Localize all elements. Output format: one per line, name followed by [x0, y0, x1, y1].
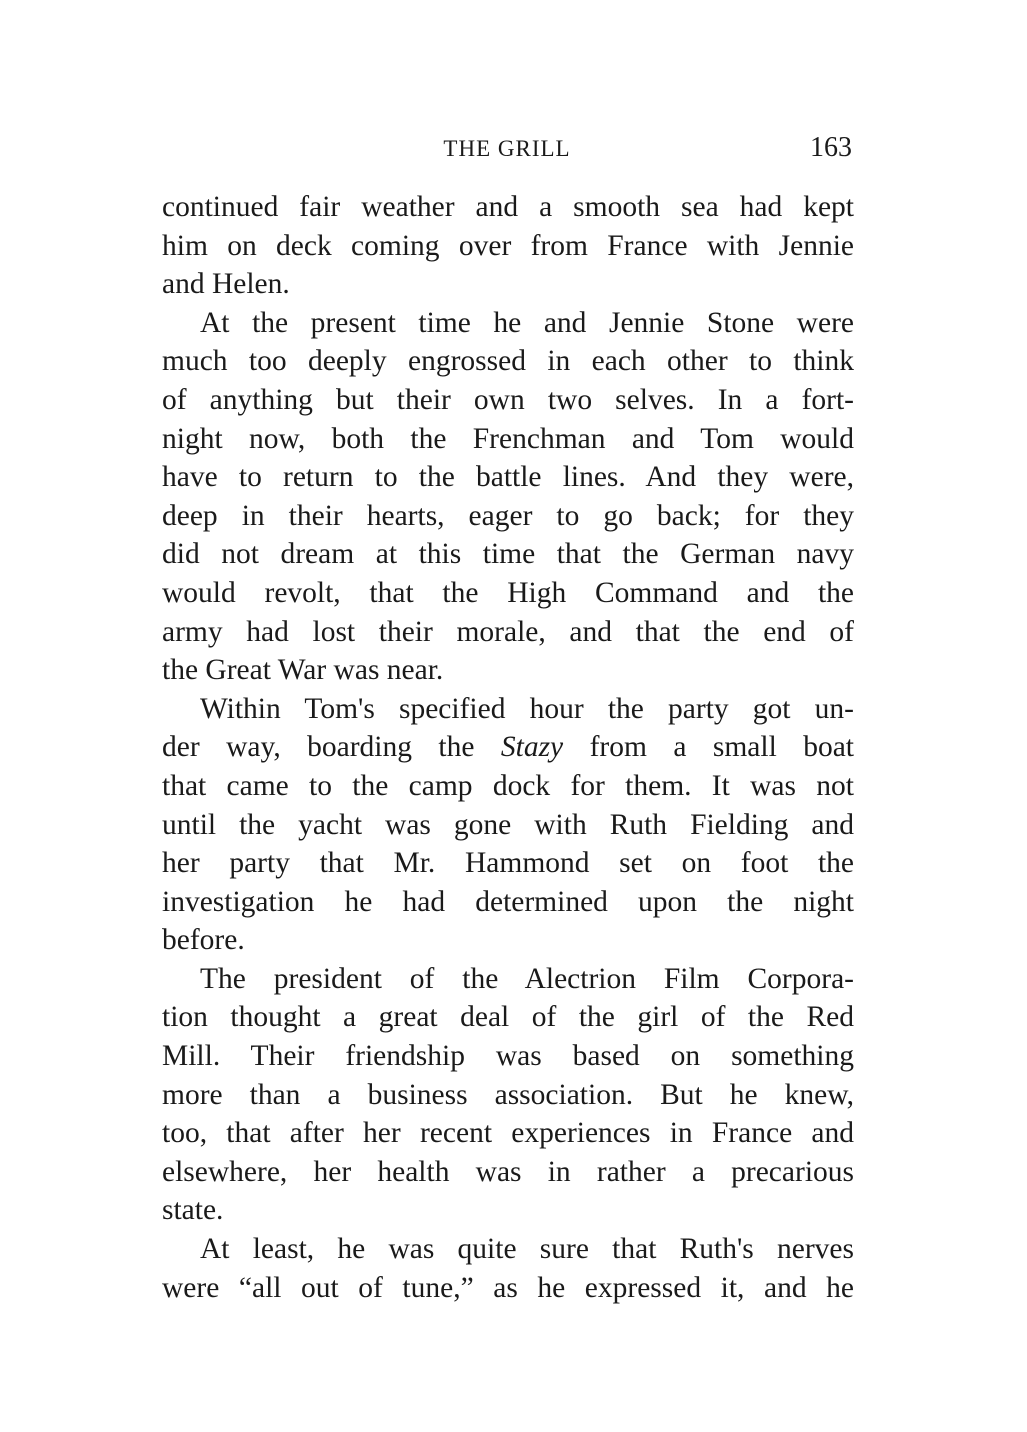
text-line: him on deck coming over from France with Jennie — [162, 229, 854, 262]
text-line — [162, 728, 854, 767]
text-line: did not dream at this time that the German navy — [162, 538, 854, 571]
text-line: state. — [162, 1194, 224, 1227]
text-line: before. — [162, 924, 245, 957]
text-line: Within Tom's specified hour the party got un- — [200, 692, 854, 725]
text-line: army had lost their morale, and that the end of — [162, 615, 854, 648]
paragraph — [162, 188, 854, 304]
text-line: At the present time he and Jennie Stone were — [200, 306, 854, 339]
text-line: The president of the Alectrion Film Corpora- — [200, 962, 854, 995]
text-line: night now, both the Frenchman and Tom would — [162, 422, 854, 455]
paragraph — [162, 1230, 854, 1307]
text-line: her party that Mr. Hammond set on foot the — [162, 847, 854, 880]
page-number: 163 — [810, 132, 852, 163]
text-line: deep in their hearts, eager to go back; for they — [162, 499, 854, 532]
text-segment: from a small boat — [563, 731, 854, 764]
text-line: and Helen. — [162, 268, 290, 301]
text-line: until the yacht was gone with Ruth Fielding and — [162, 808, 854, 841]
yacht-name: Stazy — [500, 731, 564, 764]
paragraph — [162, 304, 854, 690]
text-line: the Great War was near. — [162, 654, 444, 687]
text-segment: der way, boarding the — [162, 731, 501, 764]
text-line: tion thought a great deal of the girl of the Red — [162, 1001, 854, 1034]
text-line: continued fair weather and a smooth sea had kept — [162, 191, 854, 223]
running-head — [162, 132, 852, 168]
text-line: more than a business association. But he knew, — [162, 1078, 854, 1111]
text-line: that came to the camp dock for them. It was not — [162, 769, 854, 802]
text-line: have to return to the battle lines. And they were, — [162, 461, 854, 494]
text-line: would revolt, that the High Command and the — [162, 576, 854, 609]
text-line: Mill. Their friendship was based on something — [162, 1040, 854, 1073]
text-line: much too deeply engrossed in each other to think — [162, 345, 854, 378]
text-line: were “all out of tune,” as he expressed it, and he — [162, 1271, 854, 1304]
paragraph — [162, 690, 854, 960]
text-line: At least, he was quite sure that Ruth's nerves — [200, 1233, 854, 1266]
text-line: investigation he had determined upon the night — [162, 885, 854, 918]
text-line: of anything but their own two selves. In a fort- — [162, 383, 854, 416]
body-text — [162, 188, 854, 1307]
paragraph — [162, 960, 854, 1230]
running-title: THE GRILL — [443, 136, 571, 161]
text-line: too, that after her recent experiences in France and — [162, 1117, 854, 1150]
text-line: elsewhere, her health was in rather a precarious — [162, 1155, 854, 1188]
